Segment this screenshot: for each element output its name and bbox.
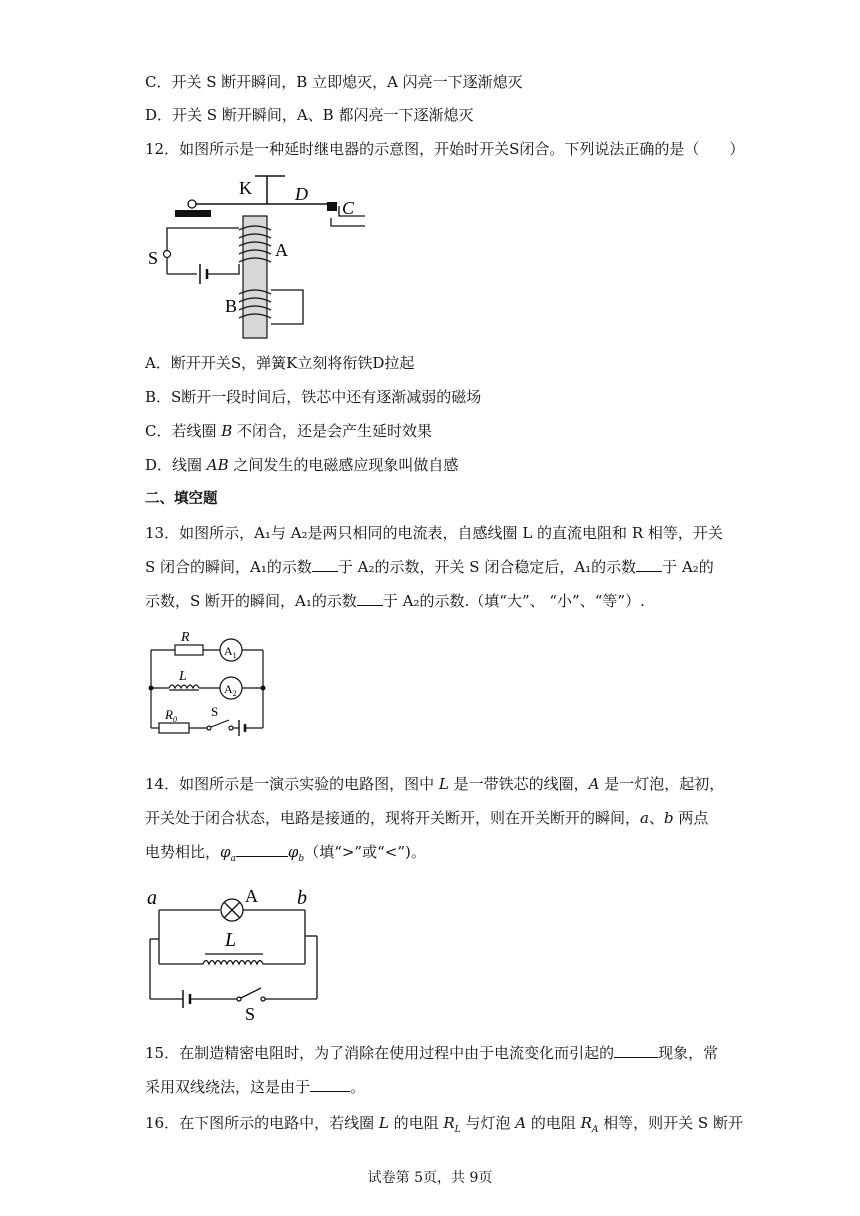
q11-option-c: C．开关 S 断开瞬间，B 立即熄灭，A 闪亮一下逐渐熄灭 [145, 73, 523, 91]
label-b: B [225, 296, 238, 316]
label-c: C [342, 198, 355, 218]
label-s: S [211, 704, 219, 719]
q15-line2 [145, 1076, 365, 1098]
q15-blank-1[interactable] [614, 1043, 658, 1058]
q13-blank-2[interactable] [636, 557, 662, 572]
q14-line1-pre: 14．如图所示是一演示实验的电路图，图中 [145, 775, 439, 793]
phi-a: $\varphi_a$ [220, 843, 236, 864]
q14-line3 [145, 841, 426, 870]
q15-line2-a: 采用双线绕法，这是由于 [145, 1078, 311, 1096]
q16-line1 [145, 1112, 743, 1141]
label-s: S [148, 248, 159, 268]
q16-line1-mid: 的电阻 [388, 1114, 444, 1132]
section-heading: 二、填空题 [145, 491, 218, 507]
q14-circuit-figure [145, 884, 325, 1028]
q14-line1-a: A [588, 775, 600, 793]
label-a1: $A_1$ [224, 644, 237, 660]
q14-line2-a: a [640, 809, 649, 827]
q13-line2-b: 于 A₂的示数，开关 S 闭合稳定后，A₁的示数 [337, 558, 637, 576]
q14-line2-post: 两点 [673, 809, 709, 827]
q13-blank-3[interactable] [357, 591, 383, 606]
q12-option-c-var: B [221, 422, 233, 440]
q14-line1-l: L [438, 775, 449, 793]
q16-line1-l: L [378, 1114, 389, 1132]
q14-line1-mid: 是一带铁芯的线圈， [448, 775, 589, 793]
label-a-point: a [147, 887, 157, 909]
q12-option-c-pre: C．若线圈 [145, 422, 222, 440]
q12-option-d-post: 之间发生的电磁感应现象叫做自感 [228, 456, 459, 474]
q14-line2-text: 开关处于闭合状态，电路是接通的，现将开关断开，则在开关断开的瞬间， [145, 809, 641, 827]
q12-option-b: B．S断开一段时间后，铁芯中还有逐渐减弱的磁场 [145, 388, 482, 406]
q13-line3 [145, 590, 645, 612]
label-a: A [275, 240, 288, 260]
q14-circuit-diagram [145, 884, 325, 1024]
q12-option-d-var: AB [206, 456, 229, 474]
q13-line2 [145, 556, 714, 578]
page-footer: 试卷第 5页，共 9页 [367, 1170, 493, 1186]
q13-blank-1[interactable] [312, 557, 338, 572]
r-l: $R_L$ [443, 1114, 461, 1135]
q13-line3-b: 于 A₂的示数.（填“大”、 “小”、“等”）. [382, 592, 645, 610]
q12-option-a: A．断开开关S，弹簧K立刻将衔铁D拉起 [145, 354, 415, 372]
label-l: L [225, 929, 237, 951]
label-l: L [179, 669, 187, 684]
q12-option-d [145, 454, 458, 476]
label-lamp-a: A [245, 886, 258, 906]
q13-circuit-figure [145, 628, 270, 744]
q16-line1-mid2: 与灯泡 [460, 1114, 516, 1132]
q13-circuit-diagram [145, 628, 270, 740]
r-a: $R_A$ [580, 1114, 599, 1135]
q14-line2-b: b [663, 809, 674, 827]
q14-line1-post: 是一灯泡，起初， [599, 775, 725, 793]
q15-line2-b: 。 [350, 1078, 366, 1096]
q14-line2 [145, 807, 708, 829]
q12-option-c [145, 420, 432, 442]
phi-b: $\varphi_b$ [287, 843, 305, 864]
q14-line1 [145, 773, 724, 795]
q16-line1-a: A [515, 1114, 527, 1132]
q13-line3-a: 示数，S 断开的瞬间，A₁的示数 [145, 592, 357, 610]
q15-line1 [145, 1042, 718, 1064]
label-d: D [295, 184, 308, 204]
relay-diagram [145, 172, 375, 344]
label-s: S [245, 1004, 256, 1024]
q15-line1-b: 现象，常 [658, 1044, 719, 1062]
q13-line1: 13．如图所示，A₁与 A₂是两只相同的电流表，自感线圈 L 的直流电阻和 R 相等，开关 [145, 524, 723, 542]
q15-line1-a: 15．在制造精密电阻时，为了消除在使用过程中由于电流变化而引起的 [145, 1044, 615, 1062]
q13-line2-a: S 闭合的瞬间，A₁的示数 [145, 558, 312, 576]
q16-line1-post: 相等，则开关 S 断开 [598, 1114, 743, 1132]
label-r0: $R_0$ [165, 707, 177, 724]
q16-line1-mid3: 的电阻 [526, 1114, 581, 1132]
label-b-point: b [297, 887, 307, 909]
q16-line1-pre: 16．在下图所示的电路中，若线圈 [145, 1114, 379, 1132]
q15-blank-2[interactable] [310, 1077, 350, 1092]
q14-line3-post: （填“>”或“<”)。 [304, 843, 426, 861]
q12-option-c-post: 不闭合，还是会产生延时效果 [232, 422, 433, 440]
q14-line2-sep: 、 [648, 809, 664, 827]
q12-stem: 12．如图所示是一种延时继电器的示意图，开始时开关S闭合。下列说法正确的是（ ） [145, 140, 745, 158]
q14-line3-pre: 电势相比， [145, 843, 221, 861]
q13-line2-c: 于 A₂的 [662, 558, 714, 576]
label-r: R [181, 630, 190, 645]
q12-option-d-pre: D．线圈 [145, 456, 207, 474]
label-k: K [239, 178, 252, 198]
q12-relay-figure [145, 172, 375, 348]
q14-blank[interactable] [236, 842, 288, 857]
q11-option-d: D．开关 S 断开瞬间，A、B 都闪亮一下逐渐熄灭 [145, 106, 474, 124]
label-a2: $A_2$ [224, 682, 237, 698]
